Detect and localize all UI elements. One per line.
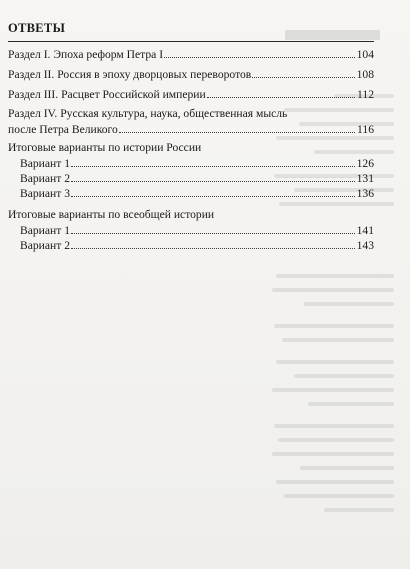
table-of-contents (8, 20, 374, 252)
toc-entry-page: 141 (356, 224, 374, 237)
toc-entry-world-variant-1[interactable] (8, 222, 374, 237)
leader-dots (71, 170, 355, 182)
toc-entry-page: 126 (356, 157, 374, 170)
toc-entry-page: 108 (356, 68, 374, 81)
leader-dots (71, 222, 355, 234)
toc-entry-world-variant-2[interactable] (8, 237, 374, 252)
toc-entry-title: Раздел III. Расцвет Российской империи (8, 88, 206, 101)
toc-entry-section-3[interactable] (8, 86, 374, 101)
toc-entry-title: Вариант 3 (20, 187, 70, 200)
toc-entry-title: Раздел I. Эпоха реформ Петра I (8, 48, 164, 61)
toc-entry-section-2[interactable] (8, 66, 374, 81)
toc-entry-title: Вариант 1 (20, 157, 70, 170)
toc-entry-page: 131 (356, 172, 374, 185)
toc-entry-section-4[interactable] (8, 106, 374, 136)
toc-entry-russia-variant-1[interactable] (8, 155, 374, 170)
toc-entry-page: 104 (356, 48, 374, 61)
toc-entry-title-line1: Раздел IV. Русская культура, наука, общественная мысль (8, 107, 288, 120)
group-title-russia: Итоговые варианты по истории России (8, 141, 202, 154)
leader-dots (207, 86, 355, 98)
toc-entry-title: Вариант 2 (20, 239, 70, 252)
toc-entry-page: 136 (356, 187, 374, 200)
toc-entry-page: 112 (357, 88, 374, 101)
group-title-world: Итоговые варианты по всеобщей истории (8, 208, 215, 221)
leader-dots (71, 155, 355, 167)
toc-entry-page: 116 (357, 123, 374, 136)
toc-entry-russia-variant-2[interactable] (8, 170, 374, 185)
leader-dots (71, 185, 355, 197)
leader-dots (119, 121, 355, 133)
toc-entry-page: 143 (356, 239, 374, 252)
toc-entry-title-line2: после Петра Великого (8, 123, 118, 136)
leader-dots (71, 237, 355, 249)
leader-dots (252, 66, 354, 78)
toc-entry-title: Вариант 1 (20, 224, 70, 237)
toc-heading: ОТВЕТЫ (8, 21, 66, 35)
toc-entry-russia-variant-3[interactable] (8, 185, 374, 200)
toc-entry-section-1[interactable] (8, 46, 374, 61)
leader-dots (164, 46, 355, 58)
toc-entry-title-line2-row (8, 121, 374, 136)
toc-entry-title: Раздел II. Россия в эпоху дворцовых переворотов (8, 68, 252, 81)
toc-entry-title: Вариант 2 (20, 172, 70, 185)
